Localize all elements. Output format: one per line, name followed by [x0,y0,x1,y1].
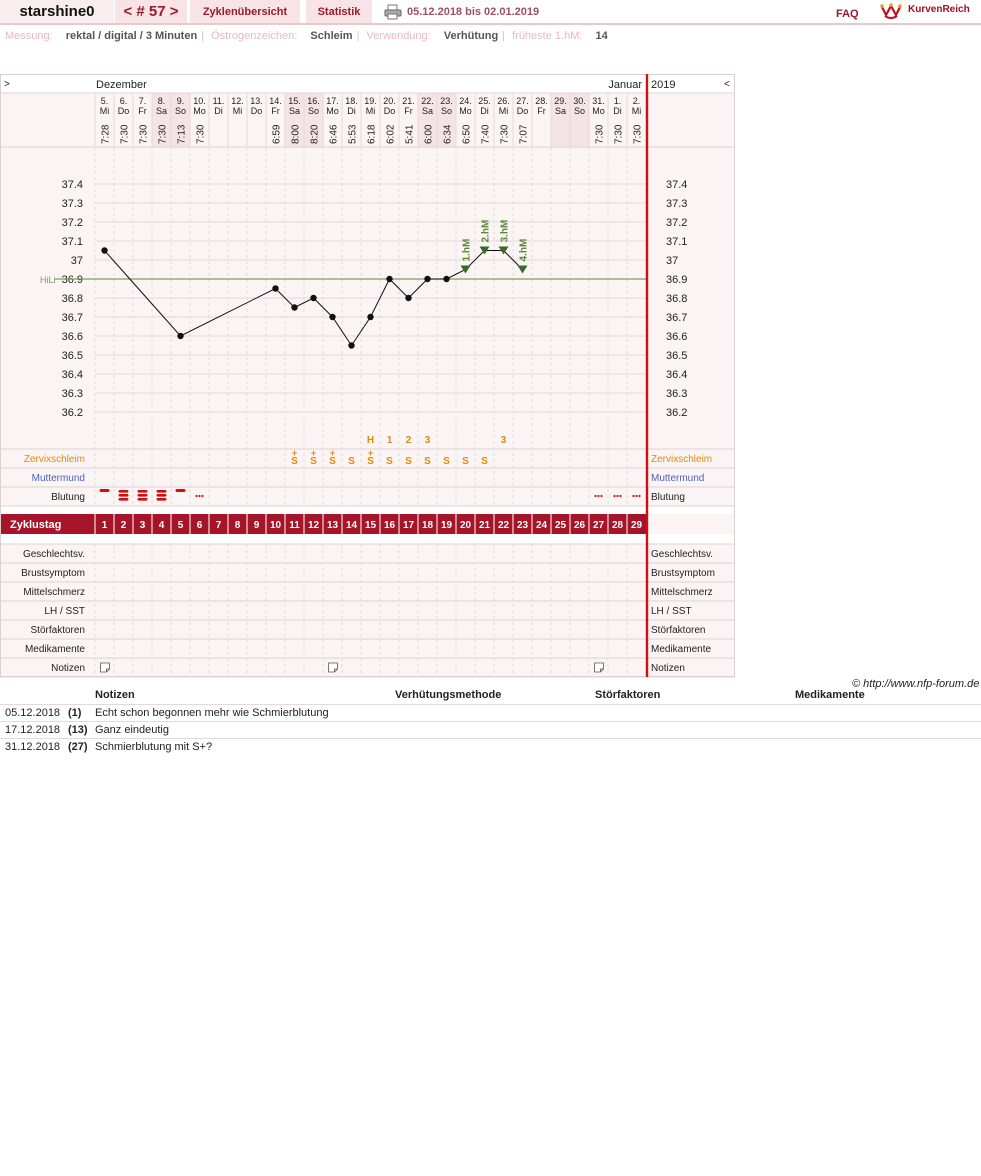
messung-value: rektal / digital / 3 Minuten [65,30,198,42]
day-weekday: So [307,106,320,116]
temp-axis-label: 37.1 [666,236,688,248]
logo-text: KurvenReich [908,4,970,15]
temp-axis-label: 37.3 [61,198,83,210]
username-label: starshine0 [0,0,114,24]
lower-row-label: Störfaktoren [30,625,85,636]
temperature-point [291,304,297,310]
temp-axis-label: 37.3 [666,198,688,210]
hm-label: 1.hM [461,238,473,262]
bleeding-mark [119,490,129,493]
measure-time: 7:30 [632,124,644,144]
bleeding-mark [138,498,148,501]
year-label: 2019 [651,79,676,91]
cycle-day-number: 28 [611,520,624,531]
day-date: 9. [176,96,185,106]
temp-axis-label: 36.5 [61,350,83,362]
medication-header: Medikamente [795,689,865,701]
day-weekday: Sa [421,106,434,116]
measure-time: 5:41 [404,124,416,144]
mucus-mark: S [424,456,431,467]
temperature-point [101,247,107,253]
cycle-day-number: 3 [139,520,146,531]
cycle-day-number: 20 [459,520,472,531]
lower-row-label: LH / SST [651,606,692,617]
cycle-day-number: 26 [573,520,586,531]
day-date: 23. [440,96,453,106]
peak-count-label: 3 [424,435,431,446]
cycle-day-number: 22 [497,520,510,531]
measure-time: 7:13 [176,124,188,144]
hili-label: HiLi [40,275,56,285]
mucus-mark: S [367,456,374,467]
bleeding-mark [119,494,129,497]
verwendung-label: Verwendung: [366,30,431,42]
measure-time: 6:00 [423,124,435,144]
measure-time: 7:40 [480,124,492,144]
tab-statistics[interactable]: Statistik [306,0,372,24]
disturbance-header: Störfaktoren [595,689,661,701]
cycle-day-number: 2 [120,520,127,531]
day-date: 21. [402,96,415,106]
cycle-day-number: 6 [196,520,203,531]
print-icon[interactable] [384,4,402,20]
lower-row-label: Brustsymptom [21,568,85,579]
bleeding-mark [157,494,167,497]
copyright: © http://www.nfp-forum.de [852,678,980,690]
table-row [0,721,981,739]
day-date: 18. [345,96,358,106]
lower-row-label: Medikamente [24,644,85,655]
temperature-point [272,285,278,291]
lower-row-label: LH / SST [44,606,85,617]
bleeding-mark [119,498,129,501]
mucus-plus: + [291,448,298,458]
day-weekday: Mo [592,106,605,116]
cycle-day-number: 10 [269,520,282,531]
spotting-dot [594,495,596,497]
note-icon[interactable] [329,663,338,672]
cycle-chart [0,74,981,678]
day-weekday: Do [383,106,396,116]
temp-axis-label: 37.1 [61,236,83,248]
note-cycle-day: (13) [68,724,88,736]
cycle-day-number: 19 [440,520,453,531]
note-date: 31.12.2018 [5,741,61,753]
measure-time: 6:46 [328,124,340,144]
day-weekday: So [174,106,187,116]
zervix-row-label: Zervixschleim [651,454,713,465]
next-cycle-button[interactable]: < [724,79,730,90]
day-date: 11. [212,96,225,106]
bleeding-mark [157,490,167,493]
peak-count-label: 1 [386,435,393,446]
day-weekday: Do [250,106,263,116]
day-date: 13. [250,96,263,106]
day-weekday: Do [516,106,529,116]
measurement-info: Messung: rektal / digital / 3 Minuten | Östrogenzeichen: Schleim | Verwendung: Verhütung | früheste 1.hM: 14 [5,30,608,42]
note-cycle-day: (27) [68,741,88,753]
cycle-day-number: 16 [383,520,396,531]
lower-row-label: Geschlechtsv. [651,549,714,560]
day-date: 14. [269,96,282,106]
measure-time: 7:30 [119,124,131,144]
cycle-day-number: 7 [215,520,222,531]
temperature-point [177,333,183,339]
temperature-point [348,342,354,348]
verwendung-value: Verhütung [443,30,499,42]
spotting-dot [600,495,602,497]
day-date: 10. [193,96,206,106]
measure-time: 7:30 [499,124,511,144]
hm-label: 2.hM [480,219,492,243]
day-weekday: Mo [459,106,472,116]
measure-time: 7:30 [594,124,606,144]
note-text: Ganz eindeutig [95,724,169,736]
cycle-day-number: 21 [478,520,491,531]
cycle-day-number: 1 [101,520,108,531]
measure-time: 8:20 [309,124,321,144]
day-date: 20. [383,96,396,106]
mucus-mark: S [462,456,469,467]
temp-axis-label: 37.4 [61,179,83,191]
day-date: 19. [364,96,377,106]
spotting-dot [613,495,615,497]
cycle-day-number: 14 [345,520,358,531]
temp-axis-label: 36.9 [61,274,83,286]
faq-link[interactable]: FAQ [836,8,859,20]
blutung-row-label: Blutung [51,492,85,503]
day-weekday: Mi [498,106,509,116]
day-date: 31. [592,96,605,106]
temperature-point [310,295,316,301]
measure-time: 6:34 [442,124,454,144]
day-date: 26. [497,96,510,106]
temp-axis-label: 36.7 [61,312,83,324]
measure-time: 7:30 [613,124,625,144]
lower-row-label: Mittelschmerz [651,587,713,598]
table-row [0,704,981,722]
measure-time: 8:00 [290,124,302,144]
temperature-point [443,276,449,282]
measure-time: 6:02 [385,124,397,144]
temp-axis-label: 36.6 [61,331,83,343]
day-weekday: Sa [554,106,567,116]
crown-logo-icon [880,2,902,20]
lower-row-label: Mittelschmerz [23,587,85,598]
day-weekday: Sa [288,106,301,116]
lower-row-label: Geschlechtsv. [22,549,85,560]
day-weekday: So [573,106,586,116]
cycle-day-number: 24 [535,520,548,531]
muttermund-row-label: Muttermund [651,473,705,484]
temperature-point [386,276,392,282]
note-cycle-day: (1) [68,707,82,719]
chart-background [0,74,735,677]
measure-time: 5:53 [347,124,359,144]
notes-header: Notizen [95,689,135,701]
spotting-dot [616,495,618,497]
day-weekday: Fr [271,106,280,116]
day-date: 8. [157,96,166,106]
day-weekday: Di [480,106,489,116]
day-date: 27. [516,96,529,106]
temperature-point [424,276,430,282]
header-divider [0,23,981,25]
lower-row-label: Brustsymptom [651,568,715,579]
temp-axis-label: 37 [666,255,679,267]
day-weekday: Fr [404,106,413,116]
day-date: 1. [613,96,622,106]
day-weekday: Mo [326,106,339,116]
prev-cycle-button[interactable]: > [4,79,10,90]
day-weekday: Mo [193,106,206,116]
temperature-point [367,314,373,320]
tab-cycle-overview[interactable]: Zyklenübersicht [190,0,300,24]
hm-value: 14 [595,30,608,42]
row-spacer [0,506,735,514]
temp-axis-label: 36.2 [666,407,688,419]
day-weekday: Sa [155,106,168,116]
cycle-day-number: 15 [364,520,377,531]
mucus-mark: S [443,456,450,467]
day-date: 25. [478,96,491,106]
mucus-mark: S [405,456,412,467]
day-date: 17. [326,96,339,106]
cycle-day-number: 8 [234,520,241,531]
day-date: 24. [459,96,472,106]
bleeding-mark [138,490,148,493]
day-date: 29. [554,96,567,106]
cycle-day-number: 11 [289,520,300,531]
day-weekday: So [440,106,453,116]
note-text: Schmierblutung mit S+? [95,741,213,753]
day-weekday: Mi [365,106,376,116]
cycle-day-number: 13 [326,520,339,531]
cycle-day-number: 29 [630,520,643,531]
peak-count-label: 2 [405,435,412,446]
temp-axis-label: 36.3 [61,388,83,400]
temperature-point [405,295,411,301]
day-weekday: Mi [631,106,642,116]
temp-axis-label: 36.6 [666,331,688,343]
hm-label: 3.hM [499,219,511,243]
day-date: 22. [421,96,434,106]
mucus-mark: S [386,456,393,467]
note-icon[interactable] [595,663,604,672]
hm-label: früheste 1.hM: [512,30,583,42]
day-weekday: Do [117,106,130,116]
muttermund-row-label: Muttermund [31,473,85,484]
temp-axis-label: 36.4 [666,369,688,381]
spotting-dot [201,495,203,497]
blutung-row-label: Blutung [651,492,685,503]
day-date: 28. [535,96,548,106]
measure-time: 6:50 [461,124,473,144]
spotting-dot [195,495,197,497]
day-weekday: Fr [138,106,147,116]
temp-axis-label: 36.4 [61,369,83,381]
measure-time: 6:18 [366,124,378,144]
cycle-nav-button[interactable]: < # 57 > [115,0,187,24]
date-range: 05.12.2018 bis 02.01.2019 [407,6,540,18]
mucus-plus: + [329,448,336,458]
day-date: 2. [632,96,641,106]
bleeding-mark [138,494,148,497]
temp-axis-label: 36.9 [666,274,688,286]
bleeding-mark [176,489,186,492]
temp-axis-label: 36.8 [61,293,83,305]
note-date: 17.12.2018 [5,724,61,736]
temp-axis-label: 37 [70,255,83,267]
measure-time: 7:30 [157,124,169,144]
temperature-point [329,314,335,320]
cycle-day-number: 17 [402,520,415,531]
day-date: 16. [307,96,320,106]
day-weekday: Di [613,106,622,116]
cycle-day-number: 23 [516,520,529,531]
mucus-mark: S [329,456,336,467]
cycle-day-number: 9 [253,520,260,531]
oestrogen-value: Schleim [310,30,353,42]
mucus-plus: + [367,448,374,458]
note-text: Echt schon begonnen mehr wie Schmierblutung [95,707,329,719]
cycle-day-number: 18 [421,520,434,531]
hm-label: 4.hM [518,238,530,262]
bleeding-mark [100,489,110,492]
mucus-mark: S [348,456,355,467]
lower-row-label: Störfaktoren [651,625,706,636]
day-date: 12. [231,96,244,106]
bleeding-mark [157,498,167,501]
mucus-plus: + [310,448,317,458]
temp-axis-label: 36.2 [61,407,83,419]
temp-axis-label: 36.5 [666,350,688,362]
spotting-dot [632,495,634,497]
temp-axis-label: 37.4 [666,179,688,191]
day-weekday: Mi [232,106,243,116]
peak-count-label: 3 [500,435,507,446]
note-icon[interactable] [101,663,110,672]
mucus-mark: S [310,456,317,467]
day-weekday: Di [347,106,356,116]
day-date: 6. [119,96,128,106]
row-spacer [0,534,735,544]
spotting-dot [638,495,640,497]
spotting-dot [198,495,200,497]
measure-time: 7:28 [100,124,112,144]
method-header: Verhütungsmethode [395,689,502,701]
mucus-mark: S [481,456,488,467]
cycle-day-number: 12 [307,520,320,531]
measure-time: 7:30 [138,124,150,144]
table-row [0,738,981,756]
temp-axis-label: 37.2 [61,217,83,229]
spotting-dot [619,495,621,497]
day-date: 7. [138,96,147,106]
peak-count-label: H [366,435,375,446]
cycle-day-number: 5 [177,520,184,531]
oestrogen-label: Östrogenzeichen: [211,30,298,42]
day-weekday: Mi [99,106,110,116]
temp-axis-label: 37.2 [666,217,688,229]
cycle-day-number: 4 [158,520,165,531]
temp-axis-label: 36.7 [666,312,688,324]
mucus-mark: S [291,456,298,467]
month-label: Dezember [96,79,147,91]
lower-row-label: Notizen [651,663,685,674]
note-date: 05.12.2018 [5,707,61,719]
day-weekday: Fr [537,106,546,116]
zervix-row-label: Zervixschleim [23,454,85,465]
temp-axis-label: 36.3 [666,388,688,400]
month-label: Januar [608,79,642,91]
day-date: 5. [100,96,109,106]
day-weekday: Di [214,106,223,116]
cycle-day-number: 25 [554,520,567,531]
measure-time: 7:07 [518,124,530,144]
spotting-dot [597,495,599,497]
measure-time: 7:30 [195,124,207,144]
cycle-day-number: 27 [592,520,605,531]
messung-label: Messung: [5,30,53,42]
measure-time: 6:59 [271,124,283,144]
lower-row-label: Medikamente [651,644,712,655]
day-date: 15. [288,96,301,106]
cycle-day-label: Zyklustag [10,519,62,531]
temp-axis-label: 36.8 [666,293,688,305]
day-date: 30. [573,96,586,106]
lower-row-label: Notizen [51,663,85,674]
spotting-dot [635,495,637,497]
